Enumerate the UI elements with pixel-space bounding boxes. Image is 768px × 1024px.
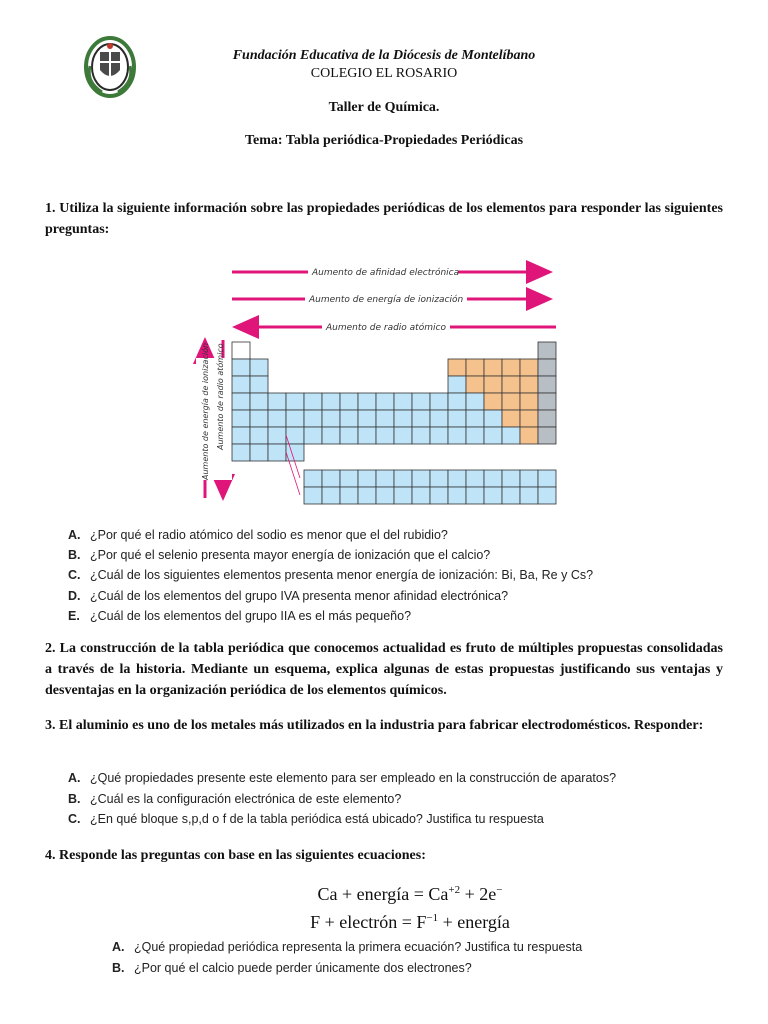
f-block-cell [484,470,502,487]
table-cell [286,410,304,427]
equation-1: Ca + energía = $Ca^{+2} + 2e^-$ [317,884,503,904]
ionization-arrow-label: Aumento de energía de ionización [309,295,464,305]
q3-item-b: B. ¿Cuál es la configuración electrónica de este elemento? [68,792,402,806]
table-cell [232,444,250,461]
table-cell [394,393,412,410]
f-block-cell [394,470,412,487]
f-block-cell [430,487,448,504]
radius-arrow-label: Aumento de radio atómico [326,323,446,333]
table-cell [538,427,556,444]
table-cell [520,427,538,444]
table-cell [322,427,340,444]
table-cell [286,444,304,461]
table-cell [538,376,556,393]
table-cell [538,359,556,376]
table-cell [484,393,502,410]
table-cell [412,393,430,410]
table-cell [340,410,358,427]
f-block-cell [376,470,394,487]
table-cell [232,410,250,427]
table-cell [394,427,412,444]
table-cell [250,410,268,427]
f-block-cell [502,470,520,487]
f-block-cell [304,487,322,504]
table-cell [376,410,394,427]
table-cell [484,410,502,427]
periodic-trends-figure [190,240,580,505]
table-cell [448,376,466,393]
table-cell [268,427,286,444]
table-cell [286,393,304,410]
table-cell [376,393,394,410]
affinity-arrow-label: Aumento de afinidad electrónica [312,268,460,278]
table-cell [538,393,556,410]
question-2-title: 2. La construcción de la tabla periódica que conocemos actualidad es fruto de múltiples propuestas consolidadas a través de la historia. Mediante un esquema, explica algunas de estas propuestas justificando sus ventajas y desventajas en la organización periódica de los elementos químicos. [45,641,723,698]
table-cell [268,410,286,427]
f-block-cell [502,487,520,504]
q3-item-c: C. ¿En qué bloque s,p,d o f de la tabla periódica está ubicado? Justifica tu respuesta [68,812,544,826]
q1-item-a: A. ¿Por qué el radio atómico del sodio es menor que el del rubidio? [68,528,448,542]
q1-item-b: B. ¿Por qué el selenio presenta mayor energía de ionización que el calcio? [68,548,491,562]
table-cell [250,427,268,444]
f-block-cell [484,487,502,504]
topic-title: Tema: Tabla periódica-Propiedades Periódicas [244,133,524,148]
question-3-title: 3. El aluminio es uno de los metales más utilizados en la industria para fabricar electrodomésticos. Responder: [45,718,704,733]
f-block-cell [430,470,448,487]
table-cell [448,410,466,427]
table-cell [250,359,268,376]
q4-item-b: B. ¿Por qué el calcio puede perder únicamente dos electrones? [112,961,472,975]
q3-item-a: A. ¿Qué propiedades presente este elemento para ser empleado en la construcción de aparatos? [68,771,617,785]
q1-item-d: D. ¿Cuál de los elementos del grupo IVA presenta menor afinidad electrónica? [68,589,509,603]
table-cell [502,359,520,376]
table-cell [520,376,538,393]
f-block-cell [376,487,394,504]
table-cell [538,410,556,427]
table-cell [466,359,484,376]
table-cell [286,427,304,444]
f-block-cell [304,470,322,487]
workshop-title: Taller de Química. [328,100,440,115]
table-cell [232,427,250,444]
f-block-cell [520,487,538,504]
table-cell [232,342,250,359]
f-block-cell [538,487,556,504]
question-1-title: 1. Utiliza la siguiente información sobre las propiedades periódicas de los elementos para responder las siguientes preguntas: [45,201,723,237]
table-cell [340,427,358,444]
table-cell [466,376,484,393]
table-cell [304,427,322,444]
f-block-cell [412,470,430,487]
equation-2: F + electrón = $F^{-1}$ + energía [310,912,510,932]
table-cell [520,410,538,427]
table-cell [250,393,268,410]
school-name: COLEGIO EL ROSARIO [310,66,458,81]
f-block-cell [322,470,340,487]
table-cell [430,410,448,427]
f-block-cell [340,470,358,487]
table-cell [502,410,520,427]
f-block-cell [412,487,430,504]
table-cell [268,393,286,410]
table-cell [430,393,448,410]
table-cell [250,444,268,461]
table-cell [322,410,340,427]
table-cell [430,427,448,444]
table-cell [484,359,502,376]
f-block-cell [322,487,340,504]
table-cell [250,376,268,393]
table-cell [484,427,502,444]
f-block-cell [466,487,484,504]
table-cell [448,393,466,410]
f-block-cell [358,470,376,487]
table-cell [358,410,376,427]
table-cell [304,393,322,410]
table-cell [448,427,466,444]
table-cell [502,427,520,444]
table-cell [358,393,376,410]
table-cell [412,427,430,444]
f-block-cell [538,470,556,487]
table-cell [520,393,538,410]
table-cell [484,376,502,393]
table-cell [340,393,358,410]
question-4-title: 4. Responde las preguntas con base en las siguientes ecuaciones: [45,848,426,863]
table-cell [376,427,394,444]
table-cell [232,359,250,376]
table-cell [322,393,340,410]
f-block-cell [448,487,466,504]
vertical-radius-label: Aumento de radio atómico [216,343,225,450]
table-cell [466,393,484,410]
vertical-ionization-label: Aumento de energía de ionización [201,342,210,480]
f-block-cell [358,487,376,504]
table-cell [466,427,484,444]
f-block-cell [394,487,412,504]
f-block-cell [520,470,538,487]
table-cell [394,410,412,427]
f-block-cell [448,470,466,487]
f-block-cell [466,470,484,487]
foundation-name: Fundación Educativa de la Diócesis de Montelíbano [232,48,536,63]
table-cell [538,342,556,359]
q4-item-a: A. ¿Qué propiedad periódica representa la primera ecuación? Justifica tu respuesta [112,940,583,954]
table-cell [520,359,538,376]
table-cell [502,393,520,410]
table-cell [466,410,484,427]
table-cell [502,376,520,393]
q1-item-c: C. ¿Cuál de los siguientes elementos presenta menor energía de ionización: Bi, Ba, Re y Cs? [68,568,594,582]
q1-item-e: E. ¿Cuál de los elementos del grupo IIA es el más pequeño? [68,609,412,623]
f-block-cell [340,487,358,504]
table-cell [448,359,466,376]
table-cell [268,444,286,461]
table-cell [412,410,430,427]
table-cell [358,427,376,444]
table-cell [232,376,250,393]
table-cell [304,410,322,427]
table-cell [232,393,250,410]
